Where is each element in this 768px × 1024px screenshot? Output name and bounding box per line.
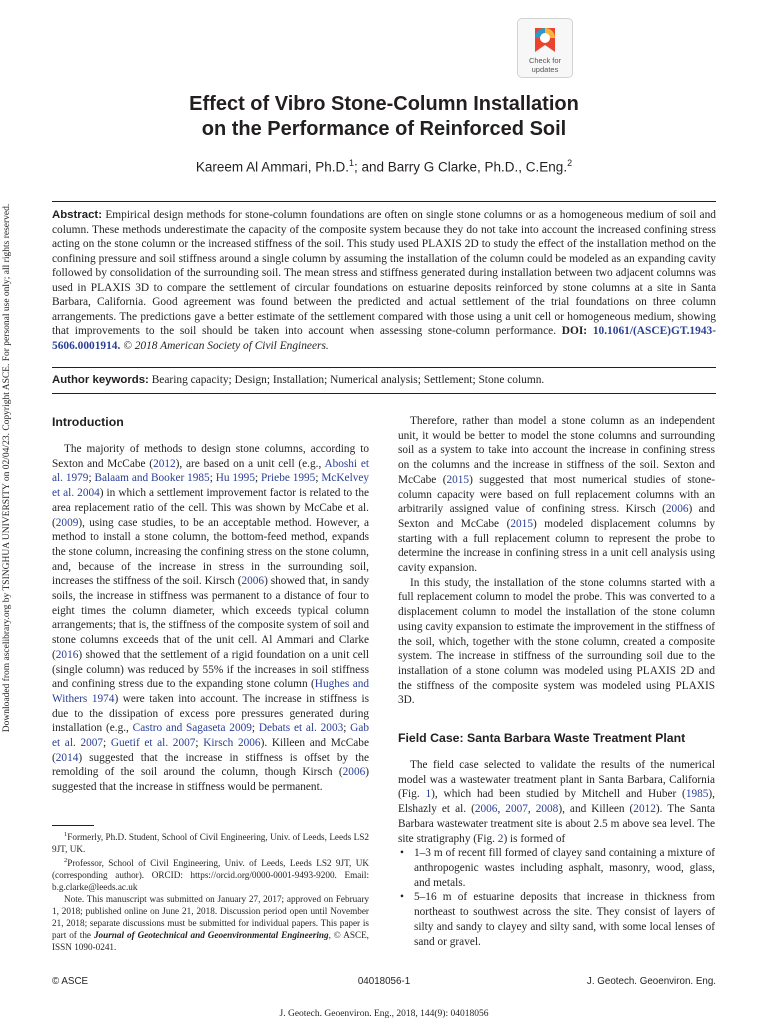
ref-link[interactable]: 2007 xyxy=(505,803,528,816)
footer-journal: J. Geotech. Geoenviron. Eng. xyxy=(586,976,716,987)
footer-article-number: 04018056-1 xyxy=(357,976,411,987)
ref-link[interactable]: 2006 xyxy=(474,803,498,816)
right-column xyxy=(398,414,715,949)
ref-link[interactable]: 2012 xyxy=(633,803,656,816)
ref-link[interactable]: Priebe 1995 xyxy=(261,472,316,485)
list-item: • 1–3 m of recent fill formed of clayey sand containing a mixture of anthropogenic wastes including asphalt, masonry, wood, glass, and metals. xyxy=(400,847,715,889)
footnote-1: $^1$Formerly, Ph.D. Student, School of Civil Engineering, Univ. of Leeds, Leeds LS2 9JT, UK. xyxy=(52,831,369,855)
ref-link[interactable]: Hu 1995 xyxy=(215,472,255,485)
intro-paragraph: The majority of methods to design stone columns, according to Sexton and McCabe (2012), are based on a unit cell (e.g., Aboshi et al. 1979; Balaam and Booker 1985; Hu 1995; Priebe 1995; McKelvey et al. 2004) in which a settlement improvement factor is related to the area replacement ratio of the cell. This was shown by McCabe et al. (2009), using case studies, to be an acceptable method. However, a method to install a stone column, the bottom-feed method, expands the stone column, increasing the confining stress on the stone column, and, because of the increase in stress in the surrounding soil, increases the stiffness of the soil. Kirsch (2006) showed that, in sandy soils, the increase in stiffness was permanent to a distance of four to eight times the column diameter, which exceeds typical column arrangements; that is, the stiffness of the composite system of soil and stone columns exceeds that of the unit cell. Al Ammari and Clarke (2016) showed that the settlement of a rigid foundation on a unit cell (single column) was reduced by 55% if the increases in soil stiffness and confining stress due to the expanding stone column (Hughes and Withers 1974) were taken into account. The increase in stiffness is due to the dissipation of excess pore pressures generated during installation (e.g., Castro and Sagaseta 2009; Debats et al. 2003; Gab et al. 2007; Guetif et al. 2007; Kirsch 2006). Killeen and McCabe (2014) suggested that the increase in stiffness is offset by the remolding of the soil around the column, though Kirsch (2006) suggested that the increase in stiffness would be permanent. xyxy=(52,443,370,794)
ref-link[interactable]: 2012 xyxy=(153,457,176,470)
body-paragraph-2: In this study, the installation of the stone columns started with a full replacement column to model the probe. This was converted to a displacement column to model the installation of the stone column using cavity expansion to estimate the improvement in the stiffness of the soil, which, together with the stone column, created a composite system. The increase in stiffness of the surrounding soil due to the installation of a stone column was modeled using PLAXIS 2D and the stiffness of the composite system was modeled using PLAXIS 3D. xyxy=(398,576,715,707)
author-list: Kareem Al Ammari, Ph.D.$^1$; and Barry G Clarke, Ph.D., C.Eng.$^2$ xyxy=(195,158,573,175)
figure-link[interactable]: 2 xyxy=(497,832,504,845)
ref-link[interactable]: 2014 xyxy=(55,751,79,764)
left-column xyxy=(52,414,369,795)
section-heading-introduction: Introduction xyxy=(52,415,124,429)
paper-title: Effect of Vibro Stone-Column Installation on the Performance of Reinforced Soil xyxy=(189,93,579,140)
footnotes xyxy=(52,829,369,953)
badge-label-line1: Check for xyxy=(528,56,562,65)
manuscript-note: Note. This manuscript was submitted on January 27, 2017; approved on February 1, 2018; published online on June 21, 2018. Discussion period open until November 21, 2018; separate discussions must be submitted for individual papers. This paper is part of the Journal of Geotechnical and Geoenvironmental Engineering, © ASCE, ISSN 1090-0241. xyxy=(52,894,369,953)
ref-link[interactable]: Hughes and Withers 1974 xyxy=(52,678,370,705)
ref-link[interactable]: Kirsch 2006 xyxy=(203,737,261,750)
footnote-rule xyxy=(52,825,94,826)
ref-link[interactable]: 2008 xyxy=(535,803,559,816)
bullet-icon: • xyxy=(400,847,404,860)
ref-link[interactable]: McKelvey et al. 2004 xyxy=(52,472,370,500)
list-item: • 5–16 m of estuarine deposits that increase in thickness from northeast to southwest across the site. They consist of layers of silty and sandy to clayey and silty sand, with some local lenses of sand or gravel. xyxy=(400,891,715,948)
ref-link[interactable]: 1985 xyxy=(685,788,709,801)
ref-link[interactable]: Castro and Sagaseta 2009 xyxy=(132,722,252,735)
ref-link[interactable]: 2006 xyxy=(342,766,366,779)
ref-link[interactable]: Aboshi et al. 1979 xyxy=(52,457,370,485)
body-paragraph-3: The field case selected to validate the results of the numerical model was a wastewater treatment plant in Santa Barbara, California (Fig. 1), which had been studied by Mitchell and Huber (1985), Elshazly et al. (2006, 2007, 2008), and Killeen (2012). The Santa Barbara wastewater treatment site is about 2.5 m above sea level. The site stratigraphy (Fig. 2) is formed of xyxy=(398,759,716,845)
ref-link[interactable]: 2006 xyxy=(241,575,265,588)
ref-link[interactable]: Debats et al. 2003 xyxy=(258,722,344,735)
ref-link[interactable]: Gab et al. 2007 xyxy=(52,722,369,750)
check-for-updates-badge[interactable] xyxy=(517,18,573,78)
ref-link[interactable]: Balaam and Booker 1985 xyxy=(94,472,210,485)
ref-link[interactable]: 2015 xyxy=(446,473,470,486)
figure-link[interactable]: 1 xyxy=(425,788,432,801)
ref-link[interactable]: 2009 xyxy=(55,516,79,529)
badge-label-line2: updates xyxy=(531,64,559,74)
doi-link[interactable]: 10.1061/(ASCE)GT.1943-5606.0001914. xyxy=(52,325,717,352)
ref-link[interactable]: 2016 xyxy=(55,648,79,661)
body-top-rule xyxy=(52,393,716,394)
ref-link[interactable]: 2006 xyxy=(665,503,689,516)
footer-publisher: © ASCE xyxy=(52,976,89,987)
bullet-icon: • xyxy=(400,891,404,904)
keywords-rule xyxy=(52,367,716,368)
ref-link[interactable]: Guetif et al. 2007 xyxy=(110,737,196,750)
section-heading-field-case: Field Case: Santa Barbara Waste Treatment Plant xyxy=(398,731,686,746)
page-footer xyxy=(52,976,716,990)
ref-link[interactable]: 2015 xyxy=(510,517,533,530)
download-notice: Downloaded from ascelibrary.org by TSINGHUA UNIVERSITY on 02/04/23. Copyright ASCE. For personal use only; all rights reserved. xyxy=(2,203,12,733)
abstract-top-rule xyxy=(52,201,716,202)
citation-line: J. Geotech. Geoenviron. Eng., 2018, 144(9): 04018056 xyxy=(279,1009,489,1019)
author-keywords: Author keywords: Bearing capacity; Design; Installation; Numerical analysis; Settlement; Stone column. xyxy=(52,374,545,386)
abstract: Abstract: Empirical design methods for stone-column foundations are often on single stone columns or as a homogeneous medium of soil and column. These methods underestimate the capacity of the composite system because they do not take into account the increased confining stress acting on the stone column or the increased stiffness of the soil. This study used PLAXIS 2D to study the effect of the installation method on the confining pressure and soil stiffness around a single column by assuming the installation of the column could be modeled as an expanding cavity followed by consolidation of the surrounding soil. The mean stress and stiffness generated during installation between two adjacent columns was used in PLAXIS 3D to compare the settlement of circular foundations on estuarine deposits reinforced by stone columns at a site in Santa Barbara, California. Good agreement was found between the predicted and actual settlement of the trial foundations on three column arrangements. The predictions gave a better estimate of the settlement compared with those using a unit cell or homogeneous medium, showing that improvements to the soil should be taken into account when assessing stone-column performance. DOI: 10.1061/(ASCE)GT.1943-5606.0001914. © 2018 American Society of Civil Engineers. xyxy=(52,209,717,352)
footnote-2: $^2$Professor, School of Civil Engineering, Univ. of Leeds, Leeds LS2 9JT, UK (corresponding author). ORCID: https://orcid.org/0000-0001-9493-9200. Email: b.g.clarke@leeds.ac.uk xyxy=(52,857,369,893)
stratigraphy-list xyxy=(398,846,715,949)
crossmark-icon xyxy=(532,25,558,55)
body-paragraph-1: Therefore, rather than model a stone column as an independent unit, it would be better to model the stone columns and surrounding soil as a system to take into account the increase in confining stress on the columns and the increase in stiffness of the soil. Sexton and McCabe (2015) suggested that most numerical studies of stone-column capacity were based on full replacement columns with an arbitrarily assigned value of confining stress. Kirsch (2006) and Sexton and McCabe (2015) modeled displacement columns by starting with a full replacement column to represent the probe to determine the increase in confining stress in a unit cell analysis using cavity expansion. xyxy=(398,415,715,575)
